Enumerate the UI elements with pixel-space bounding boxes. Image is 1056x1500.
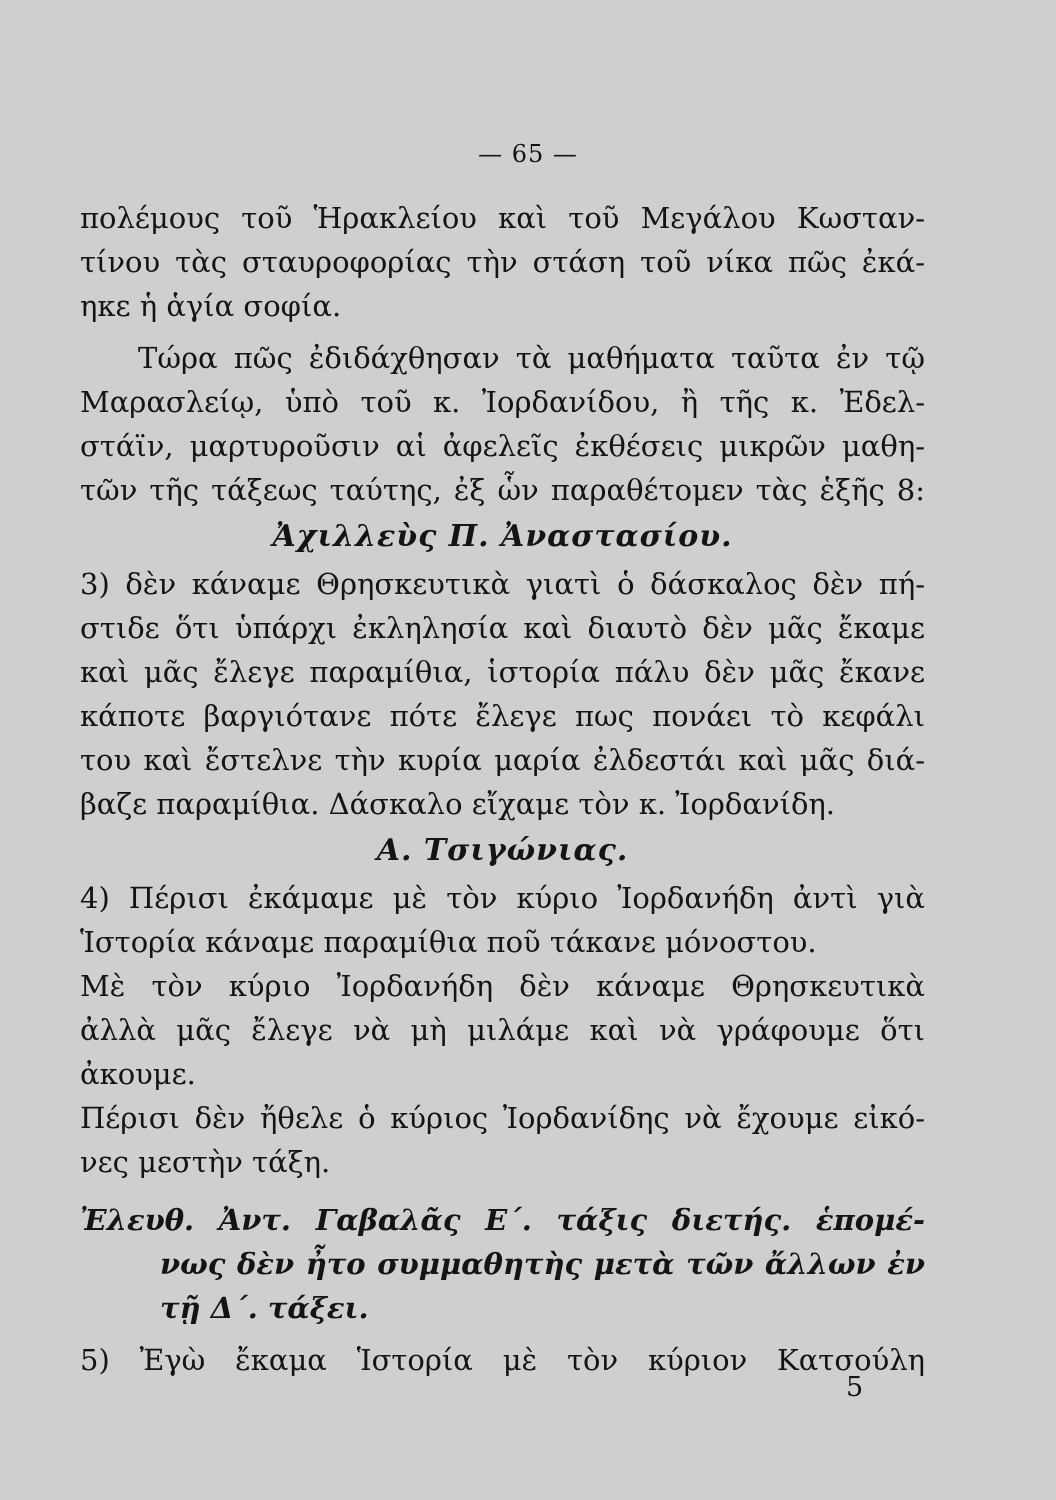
text-line: του καὶ ἔστελνε τὴν κυρία μαρία ἐλδεστάι καὶ μᾶς διά- [80, 743, 925, 777]
text-line: νες μεστὴν τάξη. [80, 1145, 331, 1179]
signature-mark: 5 [846, 1372, 864, 1403]
text-line: στιδε ὅτι ὑπάρχι ἐκληλησία καὶ διαυτὸ δὲν μᾶς ἔκαμε [80, 611, 925, 645]
spacer [80, 1184, 925, 1198]
signature-line: Ἐλευθ. Ἀντ. Γαβαλᾶς Ε΄. τάξις διετής. ἑπομέ- [80, 1203, 925, 1237]
text-line: ἀλλὰ μᾶς ἔλεγε νὰ μὴ μιλάμε καὶ νὰ γράφουμε ὅτι [80, 1013, 925, 1047]
text-line: Πέρισι δὲν ἤθελε ὁ κύριος Ἰορδανίδης νὰ ἔχουμε εἰκό- [80, 1101, 925, 1135]
student-name-heading: Α. Τσιγώνιας. [376, 833, 629, 868]
spacer [80, 1330, 925, 1338]
text-line: Μαρασλείῳ, ὑπὸ τοῦ κ. Ἰορδανίδου, ἢ τῆς κ. Ἐδελ- [80, 385, 925, 419]
page-number: — 65 — [478, 140, 578, 168]
text-line: Τώρα πῶς ἐδιδάχθησαν τὰ μαθήματα ταῦτα ἐν τῷ [138, 341, 925, 375]
text-line: ἀκουμε. [80, 1057, 196, 1091]
text-line: Μὲ τὸν κύριο Ἰορδανήδη δὲν κάναμε Θρησκευτικὰ [80, 969, 925, 1003]
text-line: ηκε ἡ ἁγία σοφία. [80, 289, 342, 323]
text-line: καὶ μᾶς ἔλεγε παραμίθια, ἱστορία πάλυ δὲν μᾶς ἔκανε [80, 655, 925, 689]
text-line: πολέμους τοῦ Ἡρακλείου καὶ τοῦ Μεγάλου Κωσταν- [80, 201, 925, 235]
text-line: βαζε παραμίθια. Δάσκαλο εἴχαμε τὸν κ. Ἰορδανίδη. [80, 787, 836, 821]
text-line: κάποτε βαργιότανε πότε ἔλεγε πως πονάει τὸ κεφάλι [80, 699, 925, 733]
body-text [80, 196, 925, 1382]
student-name-heading: Ἀχιλλεὺς Π. Ἀναστασίου. [272, 519, 733, 554]
student-signature-block [80, 1198, 925, 1330]
text-line: Ἱστορία κάναμε παραμίθια ποῦ τάκανε μόνοστου. [80, 925, 817, 959]
spacer [80, 328, 925, 336]
text-line: 4) Πέρισι ἐκάμαμε μὲ τὸν κύριο Ἰορδανήδη ἀντὶ γιὰ [80, 881, 925, 915]
signature-line: νως δὲν ἦτο συμμαθητὴς μετὰ τῶν ἄλλων ἐν [160, 1247, 925, 1281]
text-line: τῶν τῆς τάξεως ταύτης, ἐξ ὧν παραθέτομεν τὰς ἑξῆς 8: [80, 473, 925, 507]
text-line: τίνου τὰς σταυροφορίας τὴν στάση τοῦ νίκα πῶς ἐκά- [80, 245, 925, 279]
signature-line: τῇ Δ΄. τάξει. [160, 1291, 369, 1325]
text-line: στάϊν, μαρτυροῦσιν αἱ ἀφελεῖς ἐκθέσεις μικρῶν μαθη- [80, 429, 925, 463]
text-line: 5) Ἐγὼ ἔκαμα Ἱστορία μὲ τὸν κύριον Κατσούλη [80, 1343, 925, 1377]
text-line: 3) δὲν κάναμε Θρησκευτικὰ γιατὶ ὁ δάσκαλος δὲν πή- [80, 567, 925, 601]
